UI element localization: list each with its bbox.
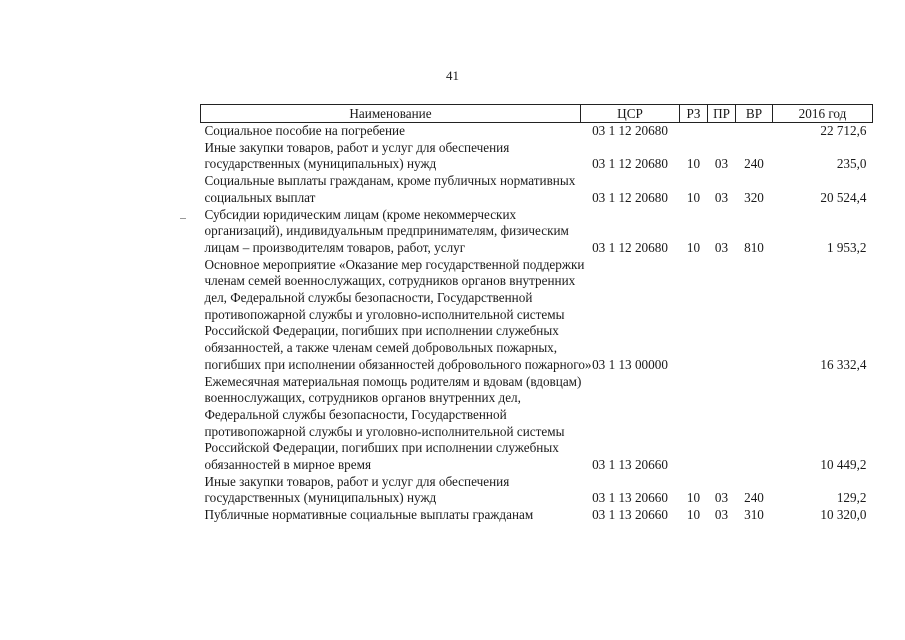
row-vr: 810 — [744, 239, 764, 255]
row-name-line: военнослужащих, сотрудников органов внутренних дел, — [204, 390, 521, 406]
row-name-line: обязанностей в мирное время — [204, 457, 372, 473]
page-number: 41 — [446, 68, 459, 83]
row-name-line: Ежемесячная материальная помощь родителям и вдовам (вдовцам) — [204, 373, 582, 389]
table-row — [201, 140, 873, 173]
budget-table-container — [200, 104, 872, 524]
row-pr: 03 — [714, 156, 729, 172]
row-name-cell — [201, 140, 581, 173]
row-pr: 03 — [714, 189, 729, 205]
row-rz: 10 — [686, 490, 701, 506]
table-row — [201, 474, 873, 507]
row-pr: 03 — [714, 490, 729, 506]
row-name-line: Публичные нормативные социальные выплаты гражданам — [204, 507, 534, 523]
row-vr — [736, 374, 773, 474]
row-pr: 03 — [714, 239, 729, 255]
row-name-line: Иные закупки товаров, работ и услуг для обеспечения — [204, 473, 510, 489]
row-pr — [708, 257, 736, 374]
row-rz — [680, 257, 708, 374]
row-csr: 03 1 13 20660 — [592, 507, 668, 523]
row-rz — [680, 374, 708, 474]
header-vr: ВР — [736, 105, 773, 123]
row-name-line: Российской Федерации, погибших при исполнении служебных — [204, 440, 559, 456]
table-row — [201, 207, 873, 257]
budget-table — [200, 104, 873, 524]
row-amount: 16 332,4 — [820, 356, 867, 372]
row-pr — [708, 374, 736, 474]
row-csr: 03 1 12 20680 — [592, 156, 668, 172]
table-body — [201, 123, 873, 524]
row-name-line: Социальные выплаты гражданам, кроме публичных нормативных — [204, 173, 576, 189]
row-name-line: Иные закупки товаров, работ и услуг для обеспечения — [204, 139, 510, 155]
row-vr — [736, 123, 773, 140]
header-rz: РЗ — [680, 105, 708, 123]
row-name-line: социальных выплат — [204, 189, 316, 205]
row-vr — [736, 257, 773, 374]
row-name-cell — [201, 123, 581, 140]
row-amount: 1 953,2 — [826, 239, 867, 255]
row-pr: 03 — [714, 507, 729, 523]
row-amount: 10 449,2 — [820, 457, 867, 473]
table-row — [201, 123, 873, 140]
row-name-line: дел, Федеральной службы безопасности, Государственной — [204, 290, 533, 306]
row-name-cell — [201, 374, 581, 474]
row-rz: 10 — [686, 156, 701, 172]
table-row — [201, 507, 873, 524]
row-amount: 22 712,6 — [820, 123, 867, 138]
row-csr: 03 1 13 20660 — [592, 490, 668, 506]
header-pr: ПР — [708, 105, 736, 123]
row-rz: 10 — [686, 507, 701, 523]
row-name-cell — [201, 173, 581, 206]
header-csr: ЦСР — [581, 105, 680, 123]
row-name-line: государственных (муниципальных) нужд — [204, 156, 437, 172]
row-rz — [680, 123, 708, 140]
row-amount: 10 320,0 — [820, 507, 867, 523]
row-amount: 129,2 — [836, 490, 867, 506]
row-vr: 240 — [744, 490, 764, 506]
row-name-line: Федеральной службы безопасности, Государственной — [204, 406, 507, 422]
row-vr: 320 — [744, 189, 764, 205]
row-name-line: членам семей военнослужащих, сотрудников органов внутренних — [204, 273, 576, 289]
row-csr: 03 1 12 20680 — [592, 239, 668, 255]
row-csr: 03 1 13 20660 — [592, 457, 668, 473]
row-name-line: противопожарной службы и уголовно-исполнительной системы — [204, 306, 565, 322]
row-rz: 10 — [686, 239, 701, 255]
table-header — [201, 105, 873, 123]
row-name-cell — [201, 474, 581, 507]
row-vr: 240 — [744, 156, 764, 172]
header-name: Наименование — [201, 105, 581, 123]
table-row — [201, 374, 873, 474]
row-vr: 310 — [744, 507, 764, 523]
row-name-line: обязанностей, а также членам семей добровольных пожарных, — [204, 340, 558, 356]
table-row — [201, 257, 873, 374]
row-name-line: организаций), индивидуальным предпринимателям, физическим — [204, 223, 569, 239]
row-name-line: Основное мероприятие «Оказание мер государственной поддержки — [204, 256, 585, 272]
header-year: 2016 год — [773, 105, 873, 123]
row-rz: 10 — [686, 189, 701, 205]
table-row — [201, 173, 873, 206]
row-name-line: Субсидии юридическим лицам (кроме некоммерческих — [204, 206, 517, 222]
row-csr: 03 1 13 00000 — [592, 356, 668, 372]
row-name-line: Российской Федерации, погибших при исполнении служебных — [204, 323, 559, 339]
margin-mark — [180, 218, 186, 219]
row-name-cell — [201, 256, 592, 374]
row-pr — [708, 123, 736, 140]
row-csr: 03 1 12 20680 — [592, 189, 668, 205]
row-name-line: лицам – производителям товаров, работ, услуг — [204, 239, 466, 255]
row-name-line: противопожарной службы и уголовно-исполнительной системы — [204, 423, 565, 439]
row-name-line: погибших при исполнении обязанностей добровольного пожарного» — [204, 356, 592, 372]
row-name-cell — [201, 507, 581, 524]
row-name-line: Социальное пособие на погребение — [204, 123, 405, 138]
row-amount: 235,0 — [836, 156, 867, 172]
row-name-cell — [201, 207, 581, 257]
row-name-line: государственных (муниципальных) нужд — [204, 490, 437, 506]
row-amount: 20 524,4 — [820, 189, 867, 205]
row-csr: 03 1 12 20680 — [592, 123, 668, 138]
